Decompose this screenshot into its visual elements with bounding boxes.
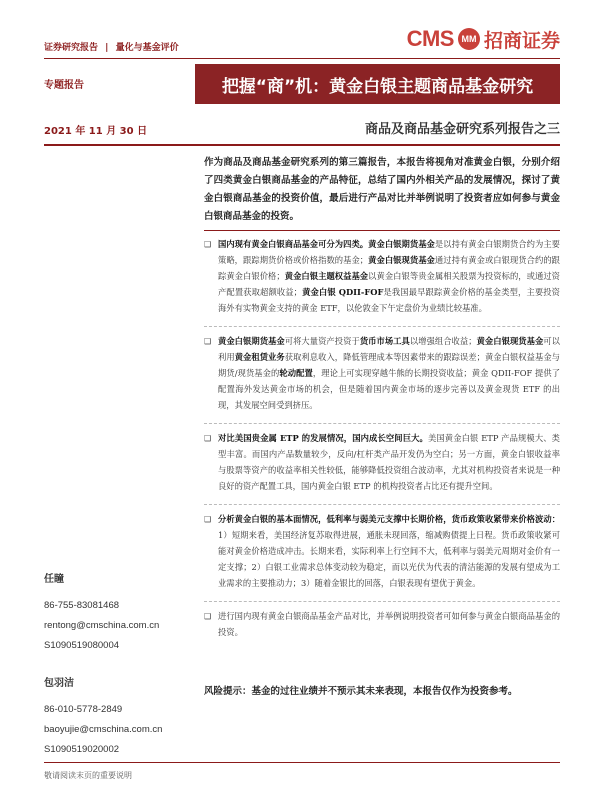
- analyst-phone: 86-010-5778-2849: [44, 704, 123, 715]
- analyst-name: 包羽洁: [44, 678, 74, 689]
- summary-rule: [204, 230, 560, 231]
- mid-rule: [44, 144, 560, 146]
- report-date: 2021 年 11 月 30 日: [44, 126, 148, 137]
- bullet-box-icon: ❑: [204, 337, 212, 346]
- bullet-box-icon: ❑: [204, 612, 212, 621]
- top-rule: [44, 58, 560, 59]
- logo-cms-text: CMS: [406, 26, 454, 51]
- contact-card: [44, 674, 194, 760]
- risk-warning: 风险提示：基金的过往业绩并不预示其未来表现，本报告仅作为投资参考。: [204, 686, 518, 697]
- analyst-email[interactable]: baoyujie@cmschina.com.cn: [44, 724, 163, 735]
- bullet-box-icon: ❑: [204, 240, 212, 249]
- summary-paragraph: 作为商品及商品基金研究系列的第三篇报告，本报告将视角对准黄金白银，分别介绍了四类黄金白银商品基金的产品特征，总结了国内外相关产品的发展情况，探讨了黄金白银商品基金的投资价值，最后进行产品对比并举例说明了投资者应如何参与黄金白银商品基金的投资。: [204, 157, 560, 222]
- series-title: 商品及商品基金研究系列报告之三: [364, 122, 560, 137]
- bullet-item: ❑ 国内现有黄金白银商品基金可分为四类。黄金白银期货基金是以持有黄金白银期货合约为主要策略，跟踪期货价格或价格指数的基金；黄金白银现货基金通过持有黄金或白银现货合约的跟踪黄金白银价格；黄金白银主题权益基金以黄金白银等贵金属相关股票为投资标的，或通过资产配置获取超额收益；黄金白银 QDII-FOF是我国最早跟踪黄金价格的基金类型，主要投资海外有实物黄金支持的黄金 ETF，以伦敦金下午定盘价为业绩比较基准。: [204, 236, 560, 327]
- analyst-email[interactable]: rentong@cmschina.com.cn: [44, 620, 160, 631]
- title-bar: [195, 64, 560, 104]
- logo-mark-icon: MM: [458, 28, 480, 50]
- logo-cn-text: 招商证券: [483, 29, 560, 52]
- bullet-box-icon: ❑: [204, 434, 212, 443]
- analyst-name: 任瞳: [44, 574, 64, 585]
- header-left: 证券研究报告: [44, 43, 99, 53]
- analyst-cert: S1090519020002: [44, 744, 120, 755]
- bullet-list: [204, 236, 560, 650]
- report-type: 专题报告: [44, 80, 84, 91]
- company-logo: [407, 24, 560, 54]
- analyst-cert: S1090519080004: [44, 640, 120, 651]
- contact-card: [44, 570, 194, 656]
- bullet-item: ❑ 进行国内现有黄金白银商品基金产品对比，并举例说明投资者可如何参与黄金白银商品基金的投资。: [204, 608, 560, 650]
- bullet-item: ❑ 对比美国贵金属 ETP 的发展情况，国内成长空间巨大。美国黄金白银 ETP 产品规模大、类型丰富。而国内产品数量较少，反向/杠杆类产品开发仍为空白；另一方面，黄金白银收益率与股票等资产的收益率相关性较低，能够降低投资组合波动率，尤其对机构投资者来说是一种良好的资产配置工具，国内黄金白银 ETP 的机构投资者占比还有提升空间。: [204, 430, 560, 505]
- footer-note: 敬请阅读末页的重要说明: [44, 771, 132, 780]
- bullet-box-icon: ❑: [204, 515, 212, 524]
- top-header: [44, 40, 179, 53]
- header-separator: |: [105, 43, 109, 53]
- bullet-item: ❑ 分析黄金白银的基本面情况，低利率与弱美元支撑中长期价格，货币政策收紧带来价格波动：1）短期来看，美国经济复苏取得进展，通胀未现回落，缩减购债提上日程。货币政策收紧可能对黄金价格造成冲击。长期来看，实际利率上行空间不大，低利率与弱美元周期对金价有一定支撑；2）白银工业需求总体变动较为稳定，而以光伏为代表的清洁能源的发展有望成为工业需求的主要推动力；3）随着金银比的回落，白银表现有望优于黄金。: [204, 511, 560, 602]
- analyst-contacts: [44, 570, 194, 778]
- header-right: 量化与基金评价: [115, 43, 179, 53]
- bottom-rule: [44, 762, 560, 763]
- bullet-item: ❑ 黄金白银期货基金可将大量资产投资于货币市场工具以增强组合收益；黄金白银现货基金可以利用黄金租赁业务获取利息收入，降低管理成本等因素带来的跟踪误差；黄金白银权益基金与期货/现货基金的轮动配置，理论上可实现穿越牛熊的长期投资收益；黄金 QDII-FOF 提供了配置海外发达黄金市场的机会，但是随着国内黄金市场的逐步完善以及黄金现货 ETF 的出现，其发展空间受到挤压。: [204, 333, 560, 424]
- page-title: 把握“商”机：黄金白银主题商品基金研究: [221, 76, 534, 97]
- analyst-phone: 86-755-83081468: [44, 600, 120, 611]
